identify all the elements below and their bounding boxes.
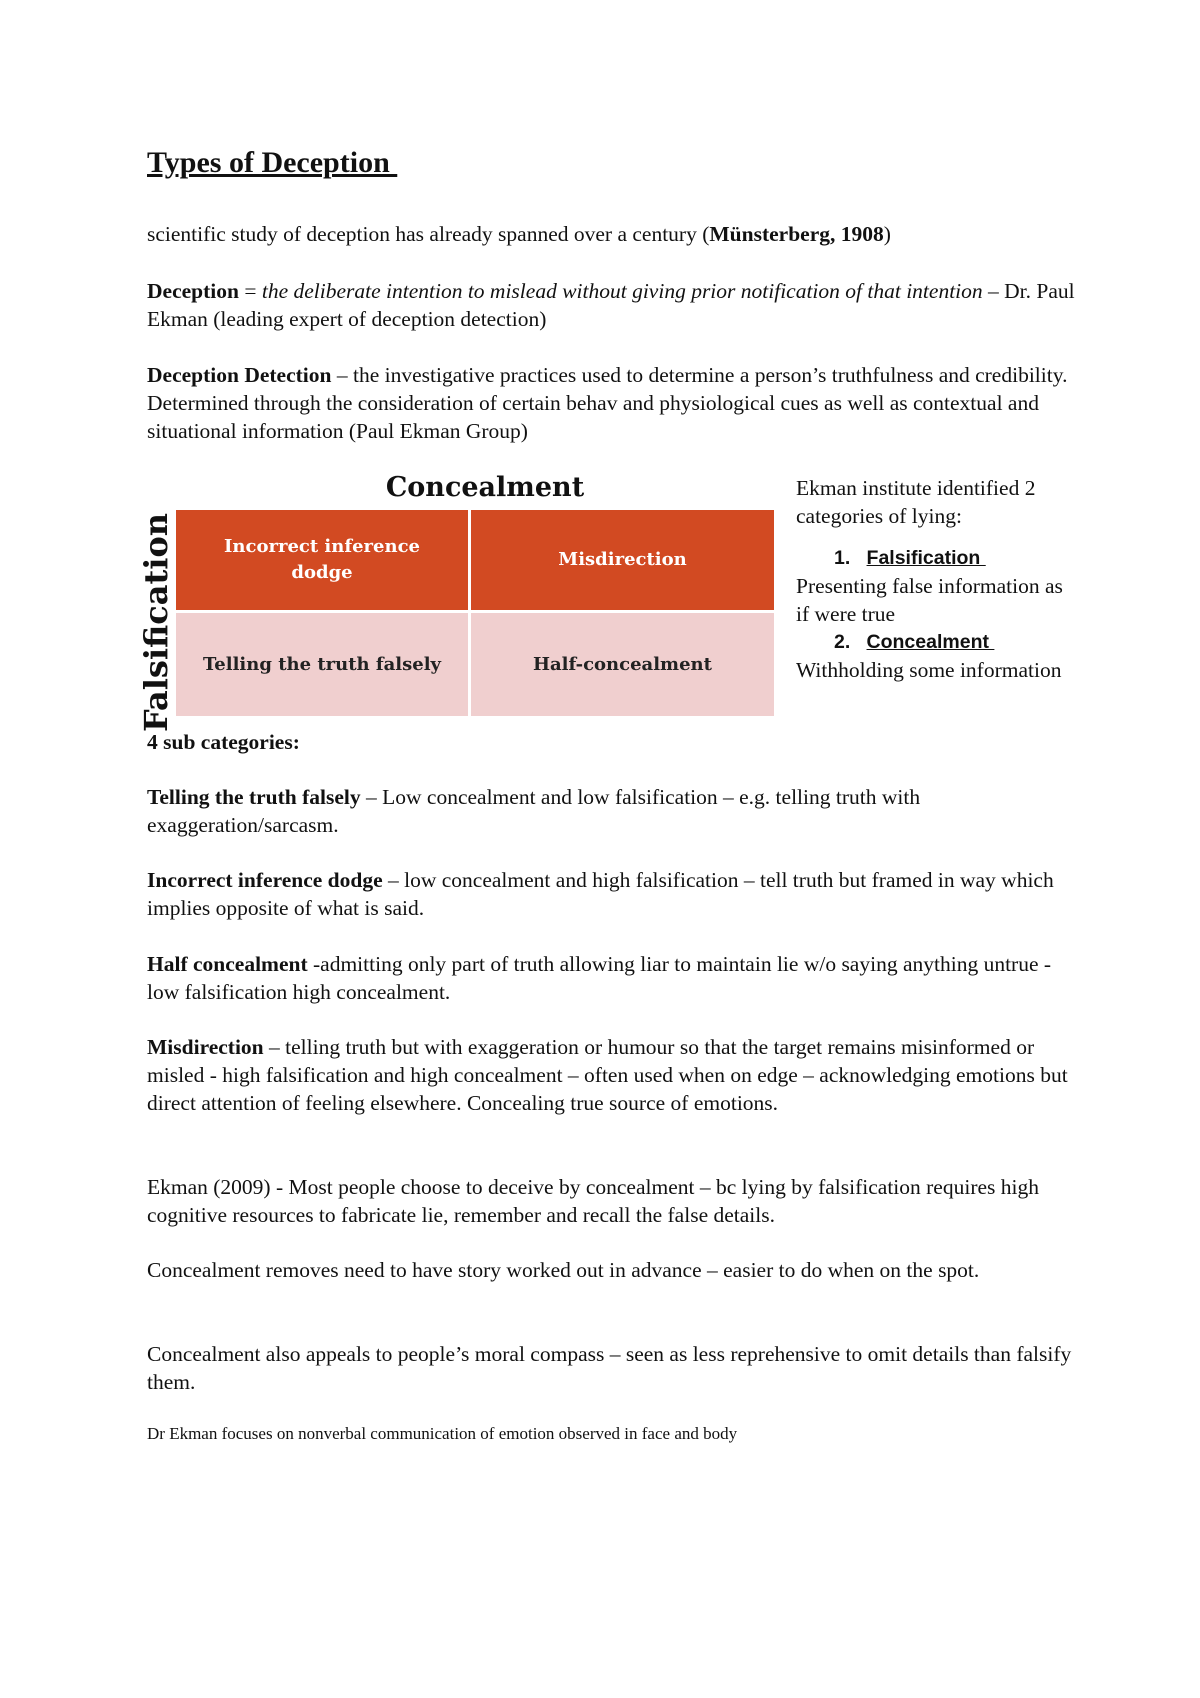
cell-misdirection: Misdirection — [471, 510, 774, 610]
deception-matrix-figure — [130, 470, 780, 730]
category-concealment: 2. Concealment — [834, 631, 995, 653]
figure-title: Concealment — [385, 472, 585, 503]
definition-term: Deception — [147, 279, 239, 303]
subcategory-item: Half concealment -admitting only part of truth allowing liar to maintain lie w/o saying anything untrue - low falsification high concealment. — [147, 952, 1052, 1004]
detection-definition: Deception Detection – the investigative practices used to determine a person’s truthfulness and credibility. Determined through the consideration of certain behav and physiological cues as well as contextual and situational information (Paul Ekman Group) — [147, 363, 1068, 443]
note-paragraph: Concealment also appeals to people’s moral compass – seen as less reprehensive to omit details than falsify them. — [147, 1342, 1072, 1394]
deception-definition: Deception = the deliberate intention to mislead without giving prior notification of that intention – Dr. Paul Ekman (leading expert of deception detection) — [147, 279, 1075, 331]
cell-incorrect-inference-dodge: Incorrect inference dodge — [176, 510, 468, 610]
note-paragraph: Ekman (2009) - Most people choose to deceive by concealment – bc lying by falsification requires high cognitive resources to fabricate lie, remember and recall the false details. — [147, 1175, 1039, 1227]
footer-note: Dr Ekman focuses on nonverbal communication of emotion observed in face and body — [147, 1424, 738, 1443]
intro-paragraph: scientific study of deception has already spanned over a century (Münsterberg, 1908) — [147, 222, 891, 246]
figure-axis-label: Falsification — [137, 512, 175, 732]
category-falsification: 1. Falsification — [834, 547, 986, 569]
category-desc: Presenting false information as if were true — [796, 574, 1063, 626]
cell-half-concealment: Half-concealment — [471, 613, 774, 716]
subcategory-item: Misdirection – telling truth but with exaggeration or humour so that the target remains misinformed or misled - high falsification and high concealment – often used when on edge – acknowledging emotions but direct attention of feeling elsewhere. Concealing true source of emotions. — [147, 1035, 1068, 1115]
category-desc: Withholding some information — [796, 658, 1062, 682]
note-paragraph: Concealment removes need to have story worked out in advance – easier to do when on the spot. — [147, 1258, 980, 1282]
subcategory-item: Telling the truth falsely – Low concealment and low falsification – e.g. telling truth with exaggeration/sarcasm. — [147, 785, 921, 837]
side-intro: Ekman institute identified 2 categories of lying: — [796, 476, 1036, 528]
citation: Münsterberg, 1908 — [709, 222, 884, 246]
lying-categories-note — [796, 474, 1076, 684]
subcategories-heading: 4 sub categories: — [147, 730, 300, 754]
page-title: Types of Deception — [147, 146, 398, 179]
subcategory-item: Incorrect inference dodge – low concealment and high falsification – tell truth but framed in way which implies opposite of what is said. — [147, 868, 1054, 920]
definition-term: Deception Detection — [147, 363, 332, 387]
cell-telling-truth-falsely: Telling the truth falsely — [176, 613, 468, 716]
